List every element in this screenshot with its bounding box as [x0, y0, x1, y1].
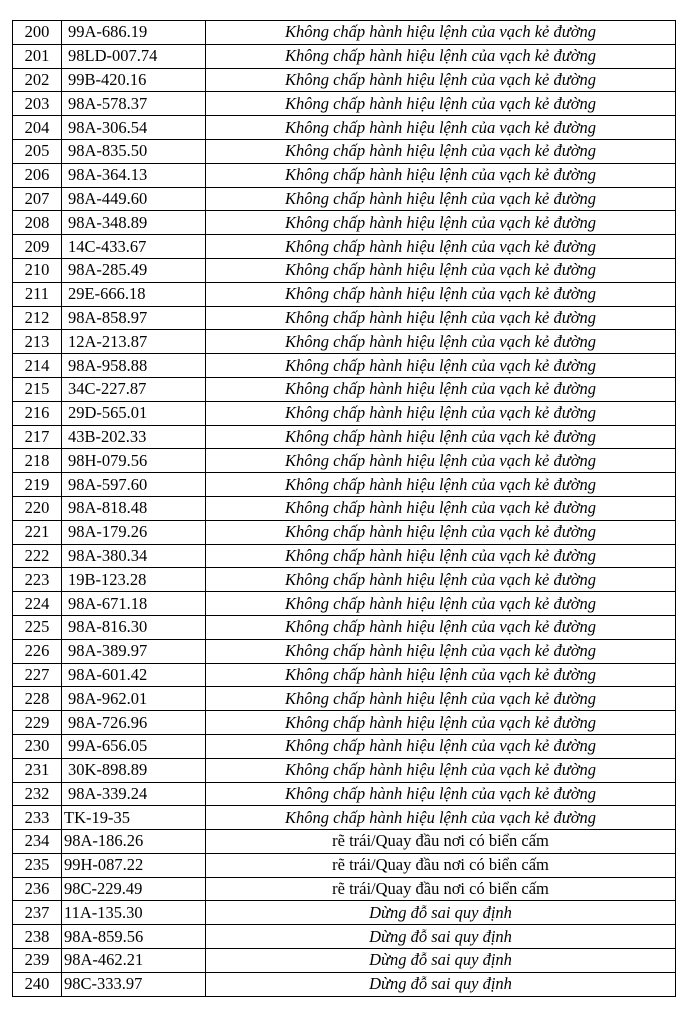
- license-plate-cell: 98A-726.96: [62, 711, 206, 735]
- license-plate-cell: 98C-333.97: [62, 972, 206, 996]
- row-number-cell: 227: [13, 663, 62, 687]
- row-number-cell: 207: [13, 187, 62, 211]
- row-number-cell: 218: [13, 449, 62, 473]
- row-number-cell: 213: [13, 330, 62, 354]
- table-row: [13, 354, 676, 378]
- row-number-cell: 212: [13, 306, 62, 330]
- violation-description-cell: Không chấp hành hiệu lệnh của vạch kẻ đường: [206, 711, 676, 735]
- license-plate-cell: 98A-597.60: [62, 473, 206, 497]
- violation-description-cell: Dừng đỗ sai quy định: [206, 949, 676, 973]
- violations-sheet: [12, 20, 676, 997]
- table-row: [13, 663, 676, 687]
- table-row: [13, 877, 676, 901]
- row-number-cell: 209: [13, 235, 62, 259]
- violation-description-cell: Không chấp hành hiệu lệnh của vạch kẻ đường: [206, 663, 676, 687]
- table-row: [13, 568, 676, 592]
- row-number-cell: 203: [13, 92, 62, 116]
- license-plate-cell: 98A-380.34: [62, 544, 206, 568]
- license-plate-cell: 98A-859.56: [62, 925, 206, 949]
- row-number-cell: 202: [13, 68, 62, 92]
- row-number-cell: 231: [13, 758, 62, 782]
- row-number-cell: 215: [13, 377, 62, 401]
- violation-description-cell: Không chấp hành hiệu lệnh của vạch kẻ đường: [206, 473, 676, 497]
- violation-description-cell: Không chấp hành hiệu lệnh của vạch kẻ đường: [206, 615, 676, 639]
- table-row: [13, 853, 676, 877]
- license-plate-cell: 98A-306.54: [62, 116, 206, 140]
- violation-description-cell: Không chấp hành hiệu lệnh của vạch kẻ đường: [206, 235, 676, 259]
- table-row: [13, 901, 676, 925]
- violation-description-cell: Không chấp hành hiệu lệnh của vạch kẻ đường: [206, 687, 676, 711]
- violation-description-cell: Không chấp hành hiệu lệnh của vạch kẻ đường: [206, 68, 676, 92]
- license-plate-cell: 99B-420.16: [62, 68, 206, 92]
- violation-description-cell: Không chấp hành hiệu lệnh của vạch kẻ đường: [206, 592, 676, 616]
- table-row: [13, 235, 676, 259]
- table-row: [13, 473, 676, 497]
- license-plate-cell: 99H-087.22: [62, 853, 206, 877]
- violation-description-cell: Không chấp hành hiệu lệnh của vạch kẻ đường: [206, 306, 676, 330]
- row-number-cell: 225: [13, 615, 62, 639]
- row-number-cell: 223: [13, 568, 62, 592]
- license-plate-cell: 29D-565.01: [62, 401, 206, 425]
- license-plate-cell: 98A-816.30: [62, 615, 206, 639]
- license-plate-cell: 98A-339.24: [62, 782, 206, 806]
- violation-description-cell: rẽ trái/Quay đầu nơi có biển cấm: [206, 830, 676, 854]
- row-number-cell: 205: [13, 139, 62, 163]
- violation-description-cell: Không chấp hành hiệu lệnh của vạch kẻ đường: [206, 282, 676, 306]
- violation-description-cell: rẽ trái/Quay đầu nơi có biển cấm: [206, 877, 676, 901]
- table-row: [13, 520, 676, 544]
- row-number-cell: 208: [13, 211, 62, 235]
- license-plate-cell: 98A-962.01: [62, 687, 206, 711]
- table-row: [13, 972, 676, 996]
- license-plate-cell: 98A-671.18: [62, 592, 206, 616]
- table-row: [13, 830, 676, 854]
- table-row: [13, 687, 676, 711]
- license-plate-cell: 43B-202.33: [62, 425, 206, 449]
- violation-description-cell: Không chấp hành hiệu lệnh của vạch kẻ đường: [206, 568, 676, 592]
- violation-description-cell: Không chấp hành hiệu lệnh của vạch kẻ đường: [206, 425, 676, 449]
- table-row: [13, 258, 676, 282]
- license-plate-cell: 34C-227.87: [62, 377, 206, 401]
- license-plate-cell: 99A-686.19: [62, 21, 206, 45]
- violation-description-cell: Không chấp hành hiệu lệnh của vạch kẻ đường: [206, 21, 676, 45]
- license-plate-cell: 98A-285.49: [62, 258, 206, 282]
- license-plate-cell: 98A-818.48: [62, 496, 206, 520]
- license-plate-cell: 98A-186.26: [62, 830, 206, 854]
- violation-description-cell: Không chấp hành hiệu lệnh của vạch kẻ đường: [206, 734, 676, 758]
- violation-description-cell: Không chấp hành hiệu lệnh của vạch kẻ đường: [206, 139, 676, 163]
- row-number-cell: 200: [13, 21, 62, 45]
- license-plate-cell: 11A-135.30: [62, 901, 206, 925]
- violation-description-cell: Không chấp hành hiệu lệnh của vạch kẻ đường: [206, 544, 676, 568]
- license-plate-cell: 98A-835.50: [62, 139, 206, 163]
- row-number-cell: 235: [13, 853, 62, 877]
- table-row: [13, 187, 676, 211]
- table-body: [13, 21, 676, 997]
- violation-description-cell: Không chấp hành hiệu lệnh của vạch kẻ đường: [206, 330, 676, 354]
- violation-description-cell: Không chấp hành hiệu lệnh của vạch kẻ đường: [206, 258, 676, 282]
- row-number-cell: 219: [13, 473, 62, 497]
- table-row: [13, 449, 676, 473]
- table-row: [13, 21, 676, 45]
- table-row: [13, 734, 676, 758]
- license-plate-cell: 98A-462.21: [62, 949, 206, 973]
- license-plate-cell: 98A-389.97: [62, 639, 206, 663]
- license-plate-cell: 98A-449.60: [62, 187, 206, 211]
- row-number-cell: 239: [13, 949, 62, 973]
- table-row: [13, 401, 676, 425]
- license-plate-cell: 98A-601.42: [62, 663, 206, 687]
- violation-description-cell: Không chấp hành hiệu lệnh của vạch kẻ đường: [206, 211, 676, 235]
- row-number-cell: 229: [13, 711, 62, 735]
- violation-description-cell: Không chấp hành hiệu lệnh của vạch kẻ đường: [206, 401, 676, 425]
- row-number-cell: 206: [13, 163, 62, 187]
- violation-description-cell: Không chấp hành hiệu lệnh của vạch kẻ đường: [206, 806, 676, 830]
- license-plate-cell: 99A-656.05: [62, 734, 206, 758]
- violation-description-cell: Không chấp hành hiệu lệnh của vạch kẻ đường: [206, 639, 676, 663]
- violation-description-cell: Không chấp hành hiệu lệnh của vạch kẻ đường: [206, 758, 676, 782]
- table-row: [13, 116, 676, 140]
- license-plate-cell: 30K-898.89: [62, 758, 206, 782]
- row-number-cell: 230: [13, 734, 62, 758]
- row-number-cell: 238: [13, 925, 62, 949]
- license-plate-cell: 98A-364.13: [62, 163, 206, 187]
- table-row: [13, 282, 676, 306]
- row-number-cell: 204: [13, 116, 62, 140]
- table-row: [13, 615, 676, 639]
- row-number-cell: 217: [13, 425, 62, 449]
- violation-description-cell: Dừng đỗ sai quy định: [206, 901, 676, 925]
- table-row: [13, 330, 676, 354]
- violation-description-cell: rẽ trái/Quay đầu nơi có biển cấm: [206, 853, 676, 877]
- row-number-cell: 236: [13, 877, 62, 901]
- table-row: [13, 92, 676, 116]
- violation-description-cell: Không chấp hành hiệu lệnh của vạch kẻ đường: [206, 44, 676, 68]
- table-row: [13, 925, 676, 949]
- license-plate-cell: TK-19-35: [62, 806, 206, 830]
- table-row: [13, 496, 676, 520]
- table-row: [13, 44, 676, 68]
- violation-description-cell: Không chấp hành hiệu lệnh của vạch kẻ đường: [206, 449, 676, 473]
- row-number-cell: 232: [13, 782, 62, 806]
- table-row: [13, 711, 676, 735]
- row-number-cell: 222: [13, 544, 62, 568]
- license-plate-cell: 98A-578.37: [62, 92, 206, 116]
- violation-description-cell: Không chấp hành hiệu lệnh của vạch kẻ đường: [206, 163, 676, 187]
- violation-description-cell: Không chấp hành hiệu lệnh của vạch kẻ đường: [206, 496, 676, 520]
- violation-description-cell: Không chấp hành hiệu lệnh của vạch kẻ đường: [206, 377, 676, 401]
- license-plate-cell: 98A-958.88: [62, 354, 206, 378]
- license-plate-cell: 19B-123.28: [62, 568, 206, 592]
- license-plate-cell: 98A-348.89: [62, 211, 206, 235]
- row-number-cell: 211: [13, 282, 62, 306]
- row-number-cell: 216: [13, 401, 62, 425]
- violations-table: [12, 20, 676, 997]
- row-number-cell: 210: [13, 258, 62, 282]
- table-row: [13, 782, 676, 806]
- row-number-cell: 201: [13, 44, 62, 68]
- license-plate-cell: 98C-229.49: [62, 877, 206, 901]
- table-row: [13, 639, 676, 663]
- violation-description-cell: Không chấp hành hiệu lệnh của vạch kẻ đường: [206, 520, 676, 544]
- table-row: [13, 68, 676, 92]
- violation-description-cell: Dừng đỗ sai quy định: [206, 925, 676, 949]
- row-number-cell: 214: [13, 354, 62, 378]
- table-row: [13, 163, 676, 187]
- row-number-cell: 221: [13, 520, 62, 544]
- row-number-cell: 220: [13, 496, 62, 520]
- table-row: [13, 806, 676, 830]
- violation-description-cell: Không chấp hành hiệu lệnh của vạch kẻ đường: [206, 92, 676, 116]
- table-row: [13, 544, 676, 568]
- license-plate-cell: 98A-858.97: [62, 306, 206, 330]
- table-row: [13, 139, 676, 163]
- violation-description-cell: Không chấp hành hiệu lệnh của vạch kẻ đường: [206, 187, 676, 211]
- row-number-cell: 240: [13, 972, 62, 996]
- table-row: [13, 592, 676, 616]
- license-plate-cell: 98LD-007.74: [62, 44, 206, 68]
- row-number-cell: 224: [13, 592, 62, 616]
- row-number-cell: 233: [13, 806, 62, 830]
- table-row: [13, 425, 676, 449]
- violation-description-cell: Không chấp hành hiệu lệnh của vạch kẻ đường: [206, 354, 676, 378]
- row-number-cell: 237: [13, 901, 62, 925]
- license-plate-cell: 98A-179.26: [62, 520, 206, 544]
- violation-description-cell: Dừng đỗ sai quy định: [206, 972, 676, 996]
- violation-description-cell: Không chấp hành hiệu lệnh của vạch kẻ đường: [206, 116, 676, 140]
- license-plate-cell: 98H-079.56: [62, 449, 206, 473]
- violation-description-cell: Không chấp hành hiệu lệnh của vạch kẻ đường: [206, 782, 676, 806]
- table-row: [13, 211, 676, 235]
- license-plate-cell: 14C-433.67: [62, 235, 206, 259]
- license-plate-cell: 29E-666.18: [62, 282, 206, 306]
- row-number-cell: 234: [13, 830, 62, 854]
- table-row: [13, 377, 676, 401]
- license-plate-cell: 12A-213.87: [62, 330, 206, 354]
- table-row: [13, 758, 676, 782]
- table-row: [13, 949, 676, 973]
- row-number-cell: 226: [13, 639, 62, 663]
- row-number-cell: 228: [13, 687, 62, 711]
- table-row: [13, 306, 676, 330]
